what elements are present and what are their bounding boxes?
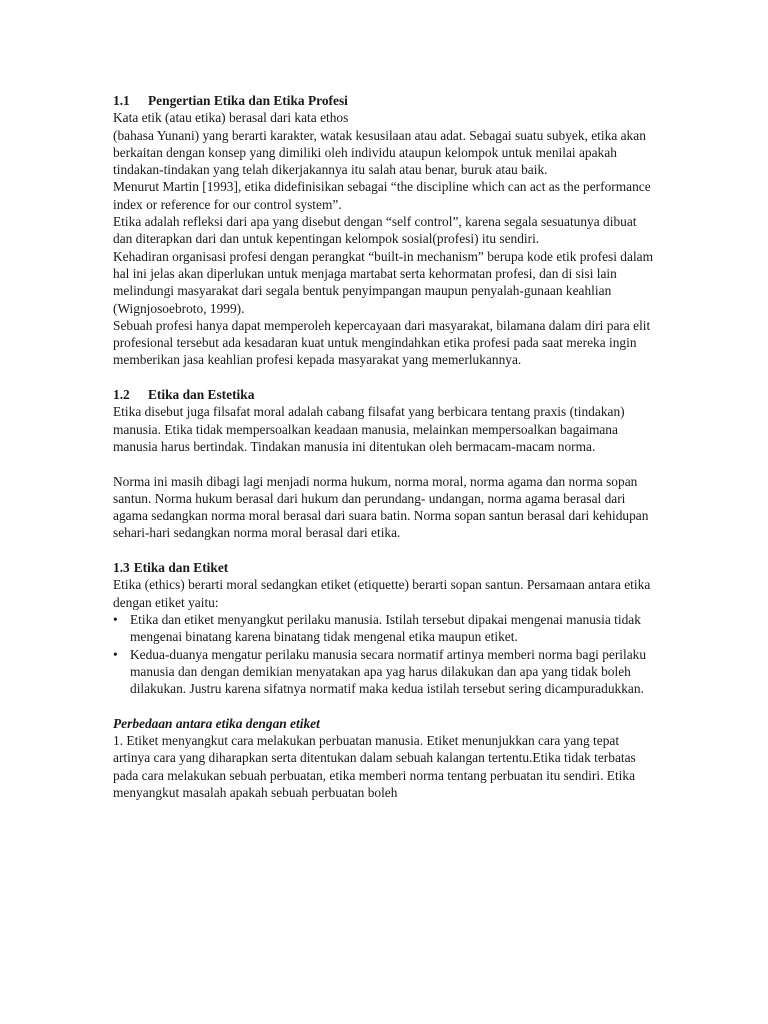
section-1-paragraph: Menurut Martin [1993], etika didefinisikan sebagai “the discipline which can act as the performance index or reference for our control system”. [113,179,651,212]
section-2-title: Etika dan Estetika [148,387,255,403]
bullet-mark: • [113,646,118,662]
section-2-paragraph: Norma ini masih dibagi lagi menjadi norma hukum, norma moral, norma agama dan norma sopan santun. Norma hukum berasal dari hukum dan perundang- undangan, norma agama berasal dari agama sedangkan norma moral berasal dari suara batin. Norma sopan santun berasal dari kehidupan sehari-hari sedangkan norma moral berasal dari etika. [113,473,649,541]
section-1-title: Pengertian Etika dan Etika Profesi [148,93,348,108]
spacer [113,697,658,714]
spacer [113,369,658,386]
list-item-text: Kedua-duanya mengatur perilaku manusia secara normatif artinya memberi norma bagi perilaku manusia dan dengan demikian menyatakan apa yag harus dilakukan dan apa yang tidak boleh dilakukan. Justru karena sifatnya normatif maka kedua istilah tersebut sering dicampuradukkan. [130,646,647,697]
section-2-paragraph: Etika disebut juga filsafat moral adalah cabang filsafat yang berbicara tentang praxis (tindakan) manusia. Etika tidak mempersoalkan keadaan manusia, melainkan mempersoalkan bagaimana manusia harus bertindak. Tindakan manusia ini ditentukan oleh bermacam-macam norma. [113,404,625,454]
section-2-number: 1.2 [113,387,130,403]
section-3-title: Etika dan Etiket [133,560,229,576]
section-3-intro: Etika (ethics) berarti moral sedangkan etiket (etiquette) berarti sopan santun. Persamaan antara etika dengan etiket yaitu: [113,577,651,610]
section-3-heading [113,559,658,576]
bullet-mark: • [113,611,118,627]
spacer [113,455,658,472]
section-4-paragraph: 1. Etiket menyangkut cara melakukan perbuatan manusia. Etiket menunjukkan cara yang tepat artinya cara yang diharapkan serta ditentukan dalam sebuah kalangan tertentu.Etika tidak terbatas pada cara melakukan sebuah perbuatan, etika memberi norma tentang perbuatan itu sendiri. Etika menyangkut masalah apakah sebuah perbuatan boleh [113,732,636,800]
document-body [113,92,658,801]
list-item [113,646,658,698]
section-1-heading [113,92,658,109]
section-1-paragraph: Etika adalah refleksi dari apa yang disebut dengan “self control”, karena segala sesuatunya dibuat dan diterapkan dari dan untuk kepentingan kelompok sosial(profesi) itu sendiri. [113,214,637,247]
list-item-text: Etika dan etiket menyangkut perilaku manusia. Istilah tersebut dipakai mengenai manusia tidak mengenai binatang karena binatang tidak mengenal etika maupun etiket. [130,611,641,645]
section-1-paragraph: Sebuah profesi hanya dapat memperoleh kepercayaan dari masyarakat, bilamana dalam diri para elit profesional tersebut ada kesadaran kuat untuk mengindahkan etika profesi pada saat mereka ingin memberikan jasa keahlian profesi kepada masyarakat yang memerlukannya. [113,317,651,368]
section-2-heading [113,386,658,403]
section-1-paragraph: (bahasa Yunani) yang berarti karakter, watak kesusilaan atau adat. Sebagai suatu subyek, etika akan berkaitan dengan konsep yang dimiliki oleh individu ataupun kelompok untuk menilai apakah tindakan-tindakan yang telah dikerjakannya itu salah atau benar, buruk atau baik. [113,127,646,178]
section-1-paragraph: Kata etik (atau etika) berasal dari kata ethos [113,110,349,126]
section-1-paragraph: Kehadiran organisasi profesi dengan perangkat “built-in mechanism” berupa kode etik profesi dalam hal ini jelas akan diperlukan untuk menjaga martabat serta kehormatan profesi, dan di sisi lain melindungi masyarakat dari segala bentuk penyimpangan maupun penyalah-gunaan keahlian (Wignjosoebroto, 1999). [113,248,654,316]
spacer [113,542,658,559]
section-1-number: 1.1 [113,93,130,108]
list-item [113,611,658,646]
section-4-heading: Perbedaan antara etika dengan etiket [113,715,320,731]
section-3-number: 1.3 [113,560,130,576]
